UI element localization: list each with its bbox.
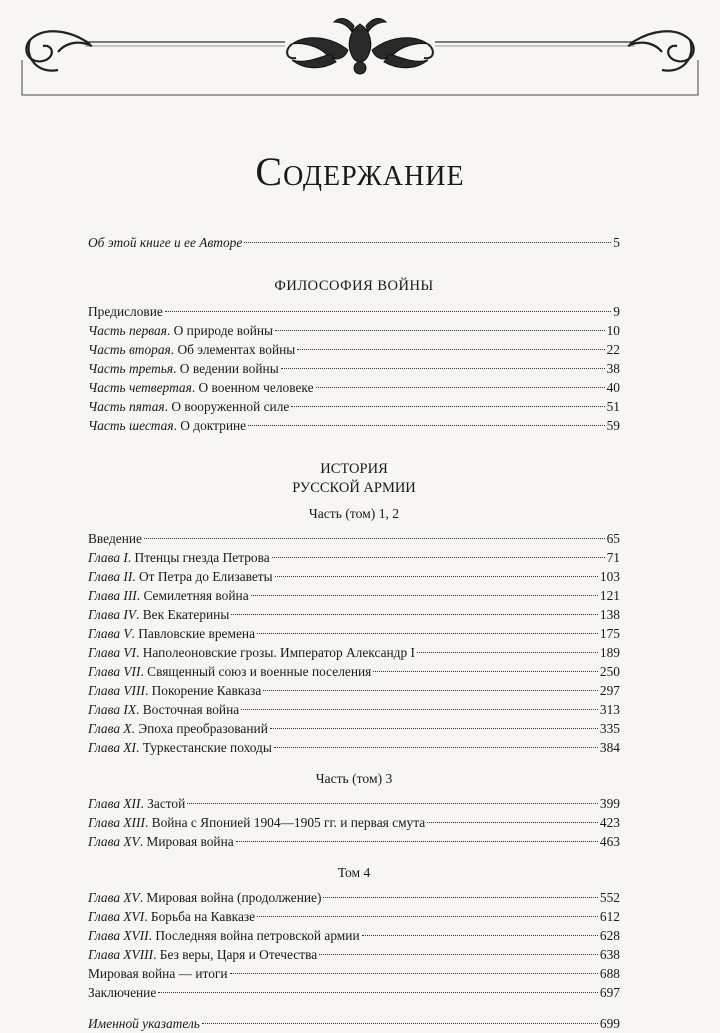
- entry-label: [88, 529, 142, 548]
- leader-dots: [319, 954, 598, 955]
- entry-prefix: Глава IV: [88, 607, 137, 622]
- entry-page: 552: [599, 890, 620, 905]
- entry-page: 121: [599, 588, 620, 603]
- toc-entry: [88, 529, 620, 548]
- toc-entry: [88, 907, 620, 926]
- entry-text: . Век Екатерины: [136, 607, 230, 622]
- entry-page: 189: [599, 645, 620, 660]
- entry-page: 688: [599, 966, 620, 981]
- entry-page: 313: [599, 702, 620, 717]
- leader-dots: [297, 349, 604, 350]
- leader-dots: [373, 671, 598, 672]
- entry-text: . Борьба на Кавказе: [144, 909, 256, 924]
- entry-page: 463: [599, 834, 620, 849]
- entry-prefix: Глава XV: [88, 834, 140, 849]
- entry-text: . О доктрине: [173, 418, 247, 433]
- entry-text: . О военном человеке: [191, 380, 314, 395]
- entry-page: 103: [599, 569, 620, 584]
- toc-entry: [88, 302, 620, 321]
- entry-text: . Павловские времена: [131, 626, 256, 641]
- entry-page: 9: [613, 304, 620, 319]
- entry-prefix: Часть пятая: [88, 399, 165, 414]
- entry-page: 697: [599, 985, 620, 1000]
- entry-label: [88, 567, 273, 586]
- leader-dots: [248, 425, 605, 426]
- toc-entry: [88, 359, 620, 378]
- toc-entry: [88, 662, 620, 681]
- entry-prefix: Часть четвертая: [88, 380, 192, 395]
- entry-page: 399: [599, 796, 620, 811]
- toc-entry: [88, 378, 620, 397]
- entry-label: [88, 302, 163, 321]
- entry-page: 638: [599, 947, 620, 962]
- leader-dots: [257, 633, 598, 634]
- leader-dots: [275, 576, 598, 577]
- entry-label: [88, 624, 255, 643]
- entry-label: [88, 926, 360, 945]
- leader-dots: [236, 841, 598, 842]
- entry-text: Заключение: [88, 985, 157, 1000]
- entry-label: [88, 662, 371, 681]
- toc-entry: [88, 794, 620, 813]
- toc-entry: [88, 719, 620, 738]
- entry-page: 40: [606, 380, 620, 395]
- entry-text: Введение: [88, 531, 142, 546]
- entry-page: 612: [599, 909, 620, 924]
- leader-dots: [158, 992, 598, 993]
- entry-prefix: Глава XII: [88, 796, 141, 811]
- leader-dots: [270, 728, 598, 729]
- section-heading: РУССКОЙ АРМИИ: [292, 480, 416, 496]
- toc-entry: [88, 832, 620, 851]
- toc-entry: [88, 397, 620, 416]
- entry-page: 250: [599, 664, 620, 679]
- leader-dots: [263, 690, 598, 691]
- toc-entry: [88, 738, 620, 757]
- entry-label: [88, 813, 425, 832]
- group-subheading: Часть (том) 3: [315, 771, 393, 786]
- entry-text: . О ведении войны: [173, 361, 279, 376]
- toc-entry: [88, 548, 620, 567]
- entry-text: . Эпоха преобразований: [131, 721, 268, 736]
- entry-label: [88, 378, 314, 397]
- entry-page: 335: [599, 721, 620, 736]
- entry-prefix: Глава IX: [88, 702, 137, 717]
- entry-text: . От Петра до Елизаветы: [132, 569, 273, 584]
- leader-dots: [187, 803, 598, 804]
- toc-entry: [88, 340, 620, 359]
- leader-dots: [231, 614, 598, 615]
- entry-label: [88, 605, 229, 624]
- entry-label: [88, 416, 246, 435]
- entry-text: . Мировая война: [139, 834, 234, 849]
- entry-page: 423: [599, 815, 620, 830]
- entry-text: . Об элементах войны: [170, 342, 296, 357]
- entry-text: . Туркестанские походы: [136, 740, 272, 755]
- entry-page: 297: [599, 683, 620, 698]
- entry-text: . Без веры, Царя и Отечества: [153, 947, 318, 962]
- leader-dots: [323, 897, 597, 898]
- leader-dots: [275, 330, 605, 331]
- entry-prefix: Об этой книге и ее Авторе: [88, 235, 243, 250]
- spacer: [88, 851, 620, 863]
- entry-page: 10: [606, 323, 620, 338]
- section-heading: ИСТОРИЯ: [320, 461, 388, 477]
- entry-text: . Восточная война: [136, 702, 240, 717]
- entry-label: [88, 643, 415, 662]
- entry-page: 71: [606, 550, 620, 565]
- leader-dots: [165, 311, 611, 312]
- entry-label: [88, 340, 295, 359]
- entry-label: [88, 233, 242, 252]
- entry-page: 51: [606, 399, 620, 414]
- leader-dots: [362, 935, 598, 936]
- entry-label: [88, 964, 228, 983]
- entry-label: [88, 700, 239, 719]
- toc-entry: [88, 586, 620, 605]
- entry-text: . Покорение Кавказа: [144, 683, 262, 698]
- entry-prefix: Глава XVI: [88, 909, 145, 924]
- entry-prefix: Часть третья: [88, 361, 174, 376]
- entry-prefix: Глава XVIII: [88, 947, 154, 962]
- entry-text: . Застой: [140, 796, 186, 811]
- entry-prefix: Глава II: [88, 569, 133, 584]
- leader-dots: [241, 709, 598, 710]
- toc-entry: [88, 681, 620, 700]
- toc-entry: [88, 813, 620, 832]
- entry-page: 38: [606, 361, 620, 376]
- leader-dots: [272, 557, 605, 558]
- spacer: [88, 757, 620, 769]
- entry-prefix: Глава III: [88, 588, 137, 603]
- entry-label: [88, 945, 317, 964]
- leader-dots: [244, 242, 611, 243]
- toc-entry: [88, 416, 620, 435]
- entry-label: [88, 983, 156, 1002]
- toc-entry: [88, 605, 620, 624]
- leader-dots: [257, 916, 598, 917]
- entry-text: . Наполеоновские грозы. Император Александр I: [136, 645, 415, 660]
- group-subheading: Часть (том) 1, 2: [308, 506, 400, 521]
- leader-dots: [316, 387, 605, 388]
- entry-prefix: Часть шестая: [88, 418, 174, 433]
- entry-prefix: Часть первая: [88, 323, 167, 338]
- entry-label: [88, 719, 268, 738]
- leader-dots: [230, 973, 598, 974]
- leader-dots: [417, 652, 598, 653]
- entry-prefix: Глава VII: [88, 664, 141, 679]
- entry-prefix: Часть вторая: [88, 342, 171, 357]
- entry-prefix: Глава XIII: [88, 815, 145, 830]
- toc-entry: [88, 321, 620, 340]
- spacer: [88, 1002, 620, 1014]
- spacer: [88, 252, 620, 277]
- toc-entry: [88, 888, 620, 907]
- entry-page: 138: [599, 607, 620, 622]
- spacer: [88, 435, 620, 460]
- table-of-contents: [88, 233, 620, 1033]
- leader-dots: [274, 747, 598, 748]
- entry-label: [88, 359, 279, 378]
- entry-prefix: Глава V: [88, 626, 132, 641]
- entry-text: Предисловие: [88, 304, 163, 319]
- leader-dots: [202, 1023, 598, 1024]
- entry-page: 5: [613, 235, 620, 250]
- section-heading: ФИЛОСОФИЯ ВОЙНЫ: [274, 278, 434, 294]
- entry-text: . Семилетняя война: [136, 588, 249, 603]
- toc-entry: [88, 643, 620, 662]
- entry-text: . Мировая война (продолжение): [139, 890, 322, 905]
- entry-label: [88, 681, 261, 700]
- entry-prefix: Глава VIII: [88, 683, 145, 698]
- toc-entry: [88, 945, 620, 964]
- entry-prefix: Глава XVII: [88, 928, 149, 943]
- entry-label: [88, 548, 270, 567]
- entry-prefix: Глава I: [88, 550, 128, 565]
- entry-label: [88, 586, 249, 605]
- group-subheading: Том 4: [337, 865, 371, 880]
- entry-label: [88, 832, 234, 851]
- leader-dots: [291, 406, 604, 407]
- leader-dots: [427, 822, 598, 823]
- entry-text: . Священный союз и военные поселения: [140, 664, 372, 679]
- entry-page: 699: [599, 1016, 620, 1031]
- entry-label: [88, 907, 255, 926]
- entry-prefix: Глава XV: [88, 890, 140, 905]
- leader-dots: [251, 595, 598, 596]
- entry-label: [88, 794, 185, 813]
- toc-entry: [88, 700, 620, 719]
- toc-entry: [88, 233, 620, 252]
- entry-text: . Война с Японией 1904—1905 гг. и первая смута: [144, 815, 426, 830]
- entry-page: 22: [606, 342, 620, 357]
- entry-text: . О природе войны: [166, 323, 274, 338]
- entry-text: . Птенцы гнезда Петрова: [127, 550, 270, 565]
- toc-entry: [88, 964, 620, 983]
- entry-prefix: Глава XI: [88, 740, 137, 755]
- leader-dots: [281, 368, 605, 369]
- entry-prefix: Глава VI: [88, 645, 137, 660]
- entry-label: [88, 738, 272, 757]
- entry-label: [88, 321, 273, 340]
- entry-page: 65: [606, 531, 620, 546]
- toc-entry: [88, 624, 620, 643]
- ornament-header: [0, 0, 720, 100]
- entry-label: [88, 397, 289, 416]
- entry-text: Мировая война — итоги: [88, 966, 228, 981]
- toc-entry: [88, 926, 620, 945]
- entry-page: 628: [599, 928, 620, 943]
- entry-label: [88, 888, 321, 907]
- toc-entry: [88, 567, 620, 586]
- entry-text: . О вооруженной силе: [164, 399, 290, 414]
- toc-entry: [88, 1014, 620, 1033]
- entry-label: [88, 1014, 200, 1033]
- page-title: Содержание: [255, 149, 465, 194]
- entry-page: 384: [599, 740, 620, 755]
- entry-page: 175: [599, 626, 620, 641]
- entry-prefix: Именной указатель: [88, 1016, 200, 1031]
- entry-page: 59: [606, 418, 620, 433]
- toc-entry: [88, 983, 620, 1002]
- entry-prefix: Глава X: [88, 721, 132, 736]
- leader-dots: [144, 538, 605, 539]
- entry-text: . Последняя война петровской армии: [148, 928, 360, 943]
